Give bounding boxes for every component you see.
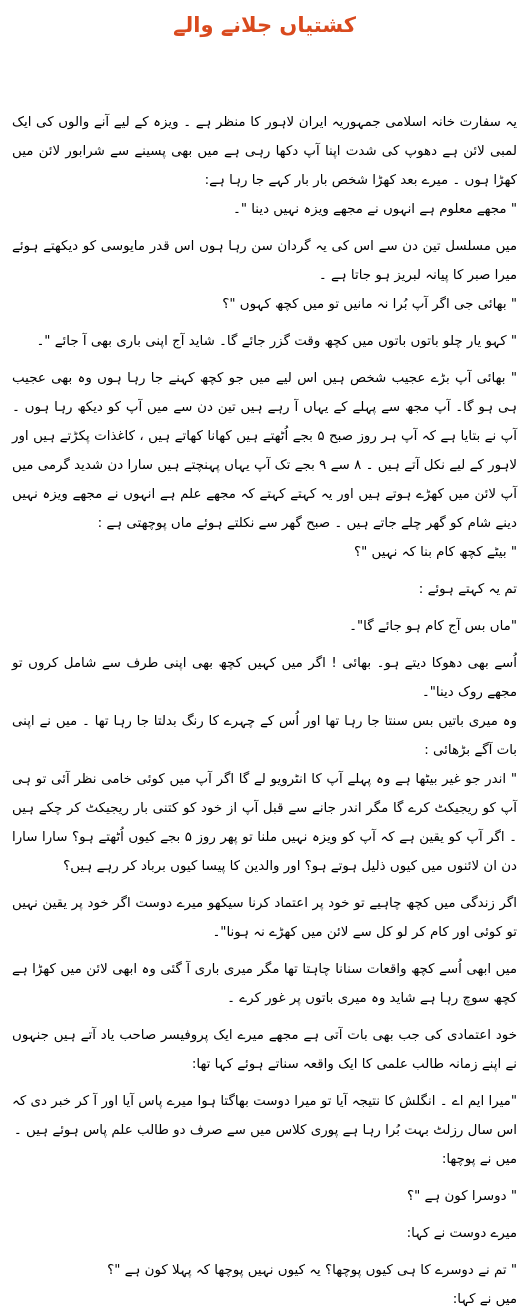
paragraph: میں نے کہا: <box>452 1292 517 1307</box>
paragraph: " کہو یار چلو باتوں باتوں میں کچھ وقت گزر جائے گا۔ شاید آج اپنی باری بھی آ جائے "۔ <box>36 334 517 349</box>
paragraph: میں نے پوچھا: <box>441 1152 517 1167</box>
paragraph: " بیٹے کچھ کام بنا کہ نہیں "؟ <box>354 545 517 560</box>
paragraph: " اندر جو غیر بیٹھا ہے وہ پہلے آپ کا انٹرویو لے گا اگر آپ میں کوئی خامی نظر آئی تو ہی آپ کو ریجیکٹ کرے گا مگر اندر جانے سے قبل آپ از خود کو کتنی بار ریجیکٹ کر چکے ہیں ۔ اگر آپ کو یقین ہے کہ آپ کو ویزہ نہیں ملنا تو پھر روز ۵ بجے کیوں اُٹھتے ہو؟ سارا سارا دن ان لائنوں میں کیوں ذلیل ہوتے ہو؟ اور والدین کا پیسا کیوں برباد کر رہے ہیں؟ <box>12 772 517 874</box>
paragraph: "ماں بس آج کام ہو جائے گا"۔ <box>349 619 517 634</box>
paragraph: اُسے بھی دھوکا دیتے ہو۔ بھائی ! اگر میں کہیں کچھ بھی اپنی طرف سے شامل کروں تو مجھے روک دینا"۔ <box>12 656 517 700</box>
page-title: کشتیاں جلانے والے <box>173 13 356 37</box>
paragraph: "میرا ایم اے ۔ انگلش کا نتیجہ آیا تو میرا دوست بھاگتا ہوا میرے پاس آیا اور آ کر خبر دی کہ اس سال رزلٹ بہت بُرا رہا ہے پوری کلاس میں سے صرف دو طالب علم پاس ہوئے ہیں ۔ <box>12 1094 517 1138</box>
paragraph: میں مسلسل تین دن سے اس کی یہ گردان سن رہا ہوں اس قدر مایوسی کو دیکھتے ہوئے میرا صبر کا پیانہ لبریز ہو جاتا ہے ۔ <box>12 239 517 283</box>
paragraph: " دوسرا کون ہے "؟ <box>406 1189 517 1204</box>
paragraph: میں ابھی اُسے کچھ واقعات سنانا چاہتا تھا مگر میری باری آ گئی وہ ابھی لائن میں کھڑا ہے کچھ سوچ رہا ہے شاید وہ میری باتوں پر غور کرے ۔ <box>12 962 517 1006</box>
paragraph: اگر زندگی میں کچھ چاہیے تو خود پر اعتماد کرنا سیکھو میرے دوست اگر خود پر یقین نہیں تو کوئی اور کام کر لو کل سے لائن میں کھڑے نہ ہونا"۔ <box>12 896 517 940</box>
paragraph: " تم نے دوسرے کا ہی کیوں پوچھا؟ یہ کیوں نہیں پوچھا کہ پہلا کون ہے "؟ <box>107 1263 517 1278</box>
paragraph: خود اعتمادی کی جب بھی بات آتی ہے مجھے میرے ایک پروفیسر صاحب یاد آتے ہیں جنہوں نے اپنے زمانہ طالب علمی کا ایک واقعہ سناتے ہوئے کہا تھا: <box>12 1028 517 1072</box>
paragraph: " بھائی آپ بڑے عجیب شخص ہیں اس لیے میں جو کچھ کہنے جا رہا ہوں وہ بھی عجیب ہی ہو گا۔ آپ مجھ سے پہلے کے یہاں آ رہے ہیں تین دن سے میں آپ کو دیکھ رہا ہوں ۔ آپ نے بتایا ہے کہ آپ ہر روز صبح ۵ بجے اُٹھتے ہیں کھانا کھاتے ہیں ، کاغذات پکڑتے ہیں اور لاہور کے لیے نکل آتے ہیں ۔ ۸ سے ۹ بجے تک آپ یہاں پہنچتے ہیں سارا دن شدید گرمی میں آپ لائن میں کھڑے ہوتے ہیں اور یہ کہتے کہتے کہ مجھے علم ہے انہوں نے مجھے ویزہ نہیں دینے شام کو گھر چلے جاتے ہیں ۔ صبح گھر سے نکلتے ہوئے ماں پوچھتی ہے : <box>12 371 517 531</box>
paragraph: وہ میری باتیں بس سنتا جا رہا تھا اور اُس کے چہرے کا رنگ بدلتا جا رہا تھا ۔ میں نے اپنی بات آگے بڑھائی : <box>12 714 517 758</box>
paragraph: تم یہ کہتے ہوئے : <box>418 582 517 597</box>
article-body <box>12 108 517 1314</box>
paragraph: یہ سفارت خانہ اسلامی جمہوریہ ایران لاہور کا منظر ہے ۔ ویزہ کے لیے آنے والوں کی ایک لمبی لائن ہے دھوپ کی شدت اپنا آپ دکھا رہی ہے میں بھی پسینے سے شرابور لائن میں کھڑا ہوں ۔ میرے بعد کھڑا شخص بار بار کہے جا رہا ہے: <box>12 115 517 188</box>
paragraph: میرے دوست نے کہا: <box>406 1226 517 1241</box>
paragraph: " بھائی جی اگر آپ بُرا نہ مانیں تو میں کچھ کہوں "؟ <box>222 297 517 312</box>
paragraph: " مجھے معلوم ہے انہوں نے مجھے ویزہ نہیں دینا "۔ <box>232 202 517 217</box>
